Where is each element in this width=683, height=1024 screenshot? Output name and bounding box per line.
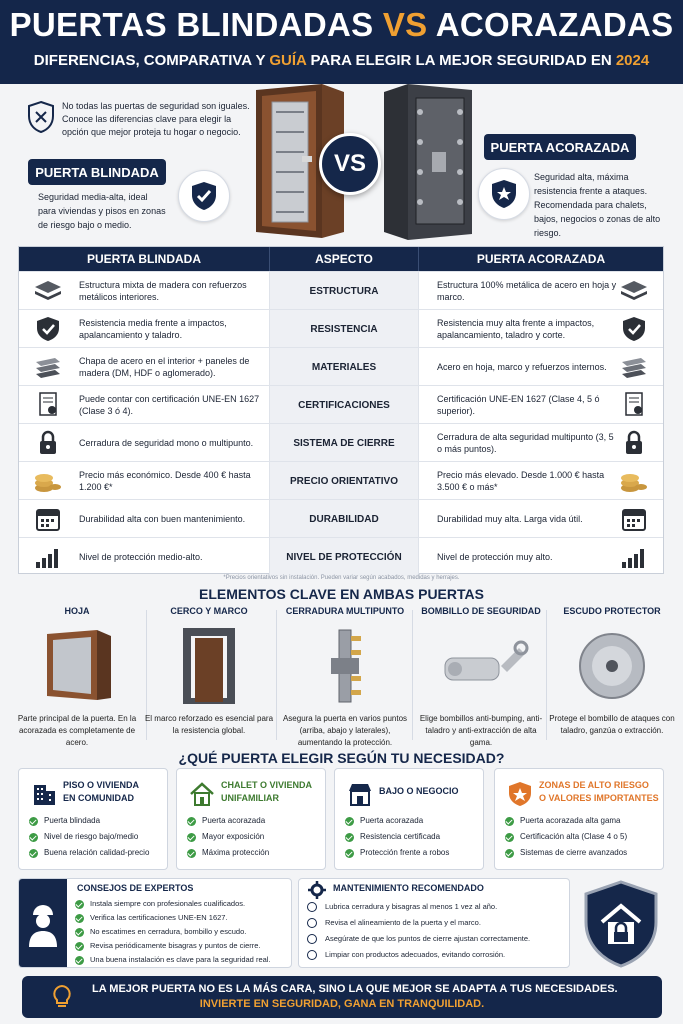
worker-icon: [19, 879, 67, 967]
acorazada-cell: Nivel de protección muy alto.: [437, 552, 553, 562]
item-text: Revisa el alineamiento de la puerta y el marco.: [325, 918, 481, 927]
item-text: Máxima protección: [202, 848, 270, 857]
door-leaf-image: [27, 628, 127, 704]
divider: [276, 610, 277, 740]
check-icon: [75, 928, 84, 937]
expert-tips-box: [18, 878, 292, 968]
intro-text: No todas las puertas de seguridad son iguales. Conoce las diferencias clave para elegir la opción que mejor proteja tu hogar o negocio.: [62, 101, 250, 137]
layers-icon: [33, 278, 63, 304]
blindada-label: PUERTA BLINDADA: [28, 159, 166, 185]
item-text: Puerta acorazada: [202, 816, 266, 825]
item-text: Limpiar con productos adecuados, evitando corrosión.: [325, 950, 506, 959]
table-row: [19, 271, 663, 309]
check-icon: [505, 849, 514, 858]
item-text: Nivel de riesgo bajo/medio: [44, 832, 139, 841]
card-title: [63, 779, 139, 805]
item-text: Certificación alta (Clase 4 o 5): [520, 832, 628, 841]
lock-points-icon: [307, 934, 317, 944]
item-text: Puerta acorazada alta gama: [520, 816, 621, 825]
acorazada-cell: Durabilidad muy alta. Larga vida útil.: [437, 514, 583, 524]
element-desc: Elige bombillos anti-bumping, anti-taladro y anti-extracción de alta gama.: [419, 714, 543, 747]
title-vs: VS: [382, 6, 428, 43]
card-title-line1: ZONAS DE ALTO RIESGO: [539, 780, 649, 790]
table-row: [19, 309, 663, 347]
elements-title: ELEMENTOS CLAVE EN AMBAS PUERTAS: [199, 586, 484, 602]
card-list: [187, 813, 269, 861]
item-text: No escatimes en cerradura, bombillo y escudo.: [90, 927, 247, 936]
card-title-line2: EN COMUNIDAD: [63, 793, 134, 803]
footer-line2: INVIERTE EN SEGURIDAD, GANA EN TRANQUILIDAD.: [199, 998, 485, 1010]
certificate-icon: [619, 392, 649, 418]
card-list: [505, 813, 627, 861]
card-title-line1: PISO O VIVIENDA: [63, 780, 140, 790]
gear-icon: [307, 881, 327, 899]
list-item: [75, 939, 271, 953]
list-item: [187, 845, 269, 861]
card-list: [29, 813, 149, 861]
card-title-line1: CHALET O VIVIENDA: [221, 780, 313, 790]
element-title: CERRADURA MULTIPUNTO: [285, 606, 405, 616]
card-title-line2: UNIFAMILIAR: [221, 793, 279, 803]
calendar-icon: [33, 506, 63, 532]
list-item: [75, 925, 271, 939]
check-icon: [505, 817, 514, 826]
calendar-icon: [619, 506, 649, 532]
page-subtitle: [0, 52, 683, 69]
blindada-cell: Estructura mixta de madera con refuerzos metálicos interiores.: [79, 280, 247, 302]
check-icon: [187, 849, 196, 858]
shield-check-icon: [33, 316, 63, 342]
aspect-cell: NIVEL DE PROTECCIÓN: [269, 538, 419, 576]
title-part2: ACORAZADAS: [435, 6, 674, 43]
blindada-cell: Precio más económico. Desde 400 € hasta 1.200 €*: [79, 470, 251, 492]
list-item: [345, 829, 449, 845]
item-text: Verifica las certificaciones UNE-EN 1627.: [90, 913, 228, 922]
element-card: [10, 606, 144, 746]
item-text: Lubrica cerradura y bisagras al menos 1 vez al año.: [325, 902, 498, 911]
expert-tips-title: CONSEJOS DE EXPERTOS: [77, 883, 194, 893]
check-icon: [345, 833, 354, 842]
need-card-chalet: [176, 768, 326, 870]
aspect-cell: SISTEMA DE CIERRE: [269, 424, 419, 462]
check-icon: [29, 817, 38, 826]
table-row: [19, 537, 663, 575]
shield-check-icon: [190, 181, 218, 211]
steel-plates-icon: [619, 354, 649, 380]
aspect-cell: CERTIFICACIONES: [269, 386, 419, 424]
blindada-cell: Resistencia media frente a impactos, apalancamiento y taladro.: [79, 318, 227, 340]
title-part1: PUERTAS BLINDADAS: [9, 6, 374, 43]
table-row: [19, 499, 663, 537]
list-item: [75, 897, 271, 911]
list-item: [307, 915, 530, 931]
check-icon: [505, 833, 514, 842]
list-item: [307, 947, 530, 963]
check-icon: [187, 817, 196, 826]
blindada-cell: Durabilidad alta con buen mantenimiento.: [79, 514, 246, 524]
expert-tips-list: [75, 897, 271, 967]
multipoint-lock-image: [295, 628, 395, 704]
acorazada-shield-badge: [478, 168, 530, 220]
list-item: [75, 953, 271, 967]
blindada-cell: Puede contar con certificación UNE-EN 1627 (Clase 3 ó 4).: [79, 394, 260, 416]
subtitle-year: 2024: [615, 52, 650, 69]
list-item: [307, 931, 530, 947]
list-item: [345, 845, 449, 861]
padlock-icon: [619, 430, 649, 456]
item-text: Una buena instalación es clave para la seguridad real.: [90, 955, 271, 964]
list-item: [345, 813, 449, 829]
element-card: [142, 606, 276, 746]
divider: [412, 610, 413, 740]
cleaning-icon: [307, 950, 317, 960]
certificate-icon: [33, 392, 63, 418]
blindada-cell: Nivel de protección medio-alto.: [79, 552, 203, 562]
cylinder-lock-image: [431, 628, 531, 704]
acorazada-door-image: [380, 82, 476, 242]
card-title-line2: O VALORES IMPORTANTES: [539, 793, 659, 803]
storefront-icon: [347, 781, 373, 807]
header: [0, 0, 683, 84]
building-icon: [31, 781, 57, 807]
shield-alert-icon: [507, 781, 533, 807]
aspect-cell: ESTRUCTURA: [269, 272, 419, 310]
header-aspecto: ASPECTO: [269, 247, 419, 271]
comparison-table: [18, 246, 664, 574]
table-row: [19, 461, 663, 499]
maintenance-box: [298, 878, 570, 968]
table-row: [19, 385, 663, 423]
padlock-icon: [33, 430, 63, 456]
item-text: Instala siempre con profesionales cualificados.: [90, 899, 246, 908]
acorazada-cell: Precio más elevado. Desde 1.000 € hasta 3.500 € o más*: [437, 470, 605, 492]
acorazada-cell: Acero en hoja, marco y refuerzos internos.: [437, 362, 607, 372]
element-title: BOMBILLO DE SEGURIDAD: [421, 606, 541, 616]
coins-icon: [619, 468, 649, 494]
card-title: [539, 779, 659, 805]
check-icon: [75, 914, 84, 923]
list-item: [505, 813, 627, 829]
expert-tips-panel: [19, 879, 67, 967]
protective-shield-image: [562, 628, 662, 704]
check-icon: [29, 833, 38, 842]
oil-icon: [307, 902, 317, 912]
subtitle-part2: PARA ELEGIR LA MEJOR SEGURIDAD EN: [310, 52, 612, 69]
blindada-text: Seguridad media-alta, ideal para viviendas y pisos en zonas de riesgo bajo o medio.: [38, 192, 166, 230]
card-title: [221, 779, 312, 805]
shield-star-icon: [490, 179, 518, 209]
table-header: [19, 247, 663, 271]
subtitle-part1: DIFERENCIAS, COMPARATIVA Y: [33, 52, 266, 69]
check-icon: [75, 942, 84, 951]
subtitle-guide: GUÍA: [269, 52, 307, 69]
house-icon: [189, 781, 215, 807]
item-text: Protección frente a robos: [360, 848, 450, 857]
acorazada-cell: Resistencia muy alta frente a impactos, apalancamiento, taladro y corte.: [437, 318, 595, 340]
element-title: ESCUDO PROTECTOR: [563, 606, 661, 616]
list-item: [187, 813, 269, 829]
check-icon: [345, 849, 354, 858]
list-item: [187, 829, 269, 845]
check-icon: [29, 849, 38, 858]
list-item: [29, 845, 149, 861]
card-title: [379, 785, 459, 798]
item-text: Revisa periódicamente bisagras y puntos de cierre.: [90, 941, 261, 950]
acorazada-cell: Cerradura de alta seguridad multipunto (3, 5 o más puntos).: [437, 432, 614, 454]
coins-icon: [33, 468, 63, 494]
home-security-shield-icon: [582, 880, 660, 968]
item-text: Asegúrate de que los puntos de cierre ajustan correctamente.: [325, 934, 531, 943]
element-title: HOJA: [64, 606, 90, 616]
item-text: Resistencia certificada: [360, 832, 441, 841]
align-icon: [307, 918, 317, 928]
element-title: CERCO Y MARCO: [170, 606, 248, 616]
footer-banner: [22, 976, 662, 1018]
check-icon: [75, 956, 84, 965]
list-item: [307, 899, 530, 915]
maintenance-title: MANTENIMIENTO RECOMENDADO: [333, 883, 484, 893]
table-row: [19, 423, 663, 461]
list-item: [75, 911, 271, 925]
item-text: Buena relación calidad-precio: [44, 848, 150, 857]
aspect-cell: PRECIO ORIENTATIVO: [269, 462, 419, 500]
item-text: Sistemas de cierre avanzados: [520, 848, 628, 857]
page-title: [0, 6, 683, 44]
check-icon: [75, 900, 84, 909]
shield-tools-icon: [26, 100, 56, 134]
vs-badge: VS: [319, 133, 381, 195]
aspect-cell: MATERIALES: [269, 348, 419, 386]
element-card: [278, 606, 412, 746]
check-icon: [187, 833, 196, 842]
table-row: [19, 347, 663, 385]
acorazada-cell: Estructura 100% metálica de acero en hoja y marco.: [437, 280, 617, 302]
blindada-cell: Chapa de acero en el interior + paneles de madera (DM, HDF o aglomerado).: [79, 356, 250, 378]
acorazada-label: PUERTA ACORAZADA: [484, 134, 636, 160]
element-card: [414, 606, 548, 746]
header-acorazada: PUERTA ACORAZADA: [476, 252, 606, 266]
aspect-cell: RESISTENCIA: [269, 310, 419, 348]
steel-plates-icon: [33, 354, 63, 380]
need-card-negocio: [334, 768, 484, 870]
blindada-shield-badge: [178, 170, 230, 222]
table-footnote: *Precios orientativos sin instalación. Pueden variar según acabados, medidas y herrajes.: [223, 575, 460, 581]
item-text: Mayor exposición: [202, 832, 265, 841]
door-frame-image: [159, 628, 259, 704]
element-card: [545, 606, 679, 746]
blindada-cell: Cerradura de seguridad mono o multipunto.: [79, 438, 254, 448]
shield-check-icon: [619, 316, 649, 342]
layers-icon: [619, 278, 649, 304]
header-blindada: PUERTA BLINDADA: [87, 252, 201, 266]
element-desc: El marco reforzado es esencial para la resistencia global.: [144, 714, 274, 735]
card-title-line1: BAJO O NEGOCIO: [379, 786, 459, 796]
element-desc: Protege el bombillo de ataques con taladro, ganzúa o extracción.: [549, 714, 675, 735]
list-item: [29, 813, 149, 829]
acorazada-text: Seguridad alta, máxima resistencia frente a ataques. Recomendada para chalets, bajos, negocios o zonas de alto riesgo.: [534, 172, 661, 238]
card-list: [345, 813, 449, 861]
item-text: Puerta acorazada: [360, 816, 424, 825]
aspect-cell: DURABILIDAD: [269, 500, 419, 538]
item-text: Puerta blindada: [44, 816, 101, 825]
element-desc: Parte principal de la puerta. En la acorazada es completamente de acero.: [17, 714, 137, 747]
footer-line1: LA MEJOR PUERTA NO ES LA MÁS CARA, SINO LA QUE MEJOR SE ADAPTA A TUS NECESIDADES.: [92, 983, 618, 995]
list-item: [505, 829, 627, 845]
list-item: [505, 845, 627, 861]
maintenance-list: [307, 899, 530, 963]
check-icon: [345, 817, 354, 826]
needs-title: ¿QUÉ PUERTA ELEGIR SEGÚN TU NECESIDAD?: [178, 750, 505, 766]
acorazada-cell: Certificación UNE-EN 1627 (Clase 4, 5 ó superior).: [437, 394, 600, 416]
need-card-piso: [18, 768, 168, 870]
list-item: [29, 829, 149, 845]
bars-icon: [33, 544, 63, 570]
need-card-riesgo: [494, 768, 664, 870]
bars-icon: [619, 544, 649, 570]
element-desc: Asegura la puerta en varios puntos (arriba, abajo y laterales), aumentando la protección.: [282, 714, 408, 747]
